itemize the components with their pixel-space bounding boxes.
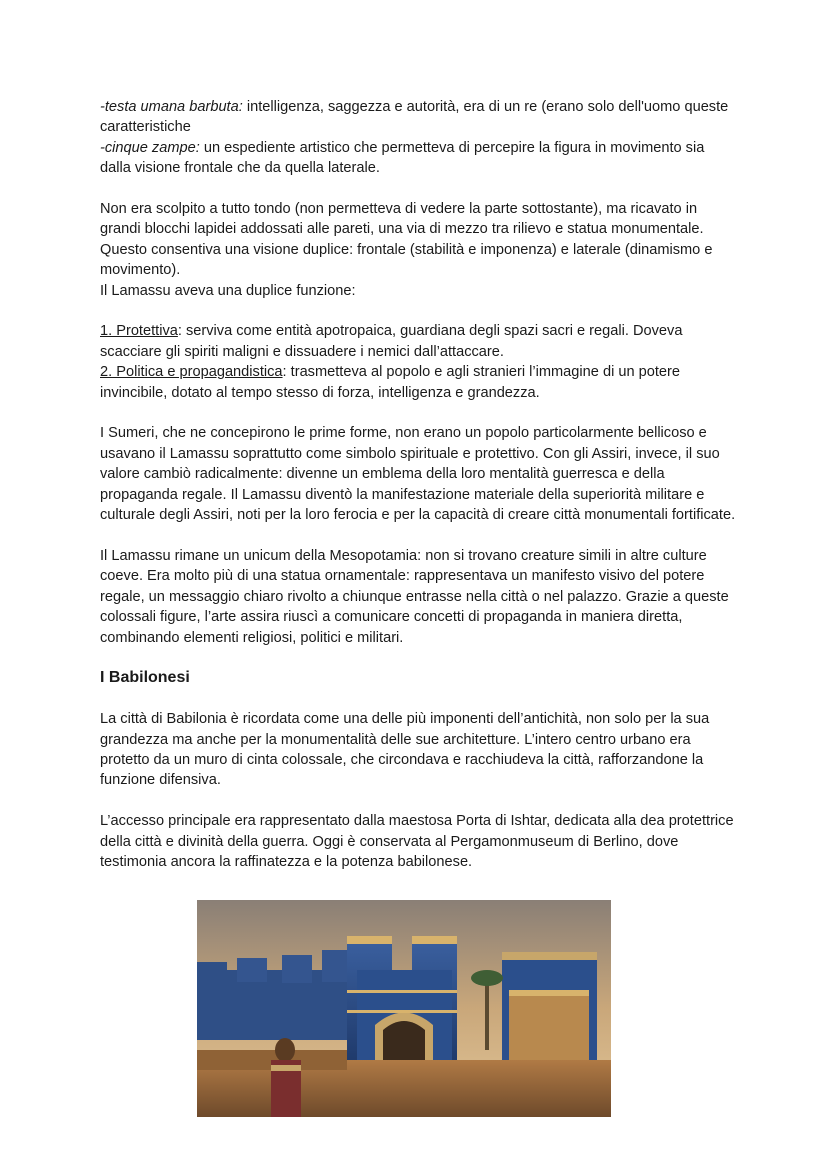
ishtar-gate-image [197, 900, 611, 1117]
function-political-text: : trasmetteva al popolo e agli stranieri l’immagine di un potere invincibile, dotato al tempo stesso di forza, intelligenza e grandezza. [100, 364, 681, 401]
paragraph-babylon: La città di Babilonia è ricordata come una delle più imponenti dell’antichità, non solo per la sua grandezza ma anche per la monumentalità delle sue architetture. L’intero centro urbano era protetto da un muro di cinta colossale, che circondava e racchiudeva la città, rafforzandone la funzione difensiva. [100, 711, 710, 789]
function-political-title: 2. Politica e propagandistica [100, 364, 283, 381]
paragraph-sumerians: I Sumeri, che ne concepirono le prime forme, non erano un popolo particolarmente bellicoso e usavano il Lamassu soprattutto come simbolo spirituale e protettivo. Con gli Assiri, invece, il suo valore cambiò radicalmente: divenne un emblema della loro mentalità guerresca e della propaganda regale. Il Lamassu diventò la manifestazione materiale della superiorità militare e culturale degli Assiri, noti per la loro ferocia e per la capacità di creare città monumentali fortificate. [100, 425, 736, 524]
function-political [100, 362, 736, 403]
intro-head-text: intelligenza, saggezza e autorità, era di un re (erano solo dell'uomo queste caratteristiche [100, 99, 729, 136]
paragraph-ishtar-gate: L’accesso principale era rappresentato dalla maestosa Porta di Ishtar, dedicata alla dea protettrice della città e divinità della guerra. Oggi è conservata al Pergamonmuseum di Berlino, dove testimonia ancora la raffinatezza e la potenza babilonese. [100, 813, 734, 870]
intro-head-label: -testa umana barbuta: [100, 99, 243, 115]
intro-line-legs [100, 138, 736, 179]
function-protective [100, 321, 736, 362]
intro-line-head [100, 97, 736, 138]
paragraph-relief: Non era scolpito a tutto tondo (non permetteva di vedere la parte sottostante), ma ricavato in grandi blocchi lapidei addossati alle pareti, una via di mezzo tra rilievo e statua monumentale. Questo consentiva una visione duplice: frontale (stabilità e imponenza) e laterale (dinamismo e movimento). [100, 201, 713, 279]
function-protective-title: 1. Protettiva [100, 323, 178, 340]
intro-legs-label: -cinque zampe: [100, 139, 200, 156]
function-protective-text: : serviva come entità apotropaica, guardiana degli spazi sacri e regali. Doveva scacciare gli spiriti maligni e dissuadere i nemici dall’attaccare. [100, 323, 683, 360]
intro-legs-text: un espediente artistico che permetteva di percepire la figura in movimento sia dalla visione frontale che da quella laterale. [100, 139, 705, 177]
section-heading-babylonians: I Babilonesi [100, 669, 190, 687]
paragraph-function-intro: Il Lamassu aveva una duplice funzione: [100, 282, 356, 299]
document-body [100, 97, 736, 872]
paragraph-unicum: Il Lamassu rimane un unicum della Mesopotamia: non si trovano creature simili in altre culture coeve. Era molto più di una statua ornamentale: rappresentava un manifesto visivo del potere regale, un messaggio chiaro rivolto a chiunque entrasse nella città o nel palazzo. Grazie a queste colossali figure, l’arte assira riuscì a comunicare concetti di propaganda in maniera diretta, combinando elementi religiosi, politici e militari. [100, 547, 729, 646]
